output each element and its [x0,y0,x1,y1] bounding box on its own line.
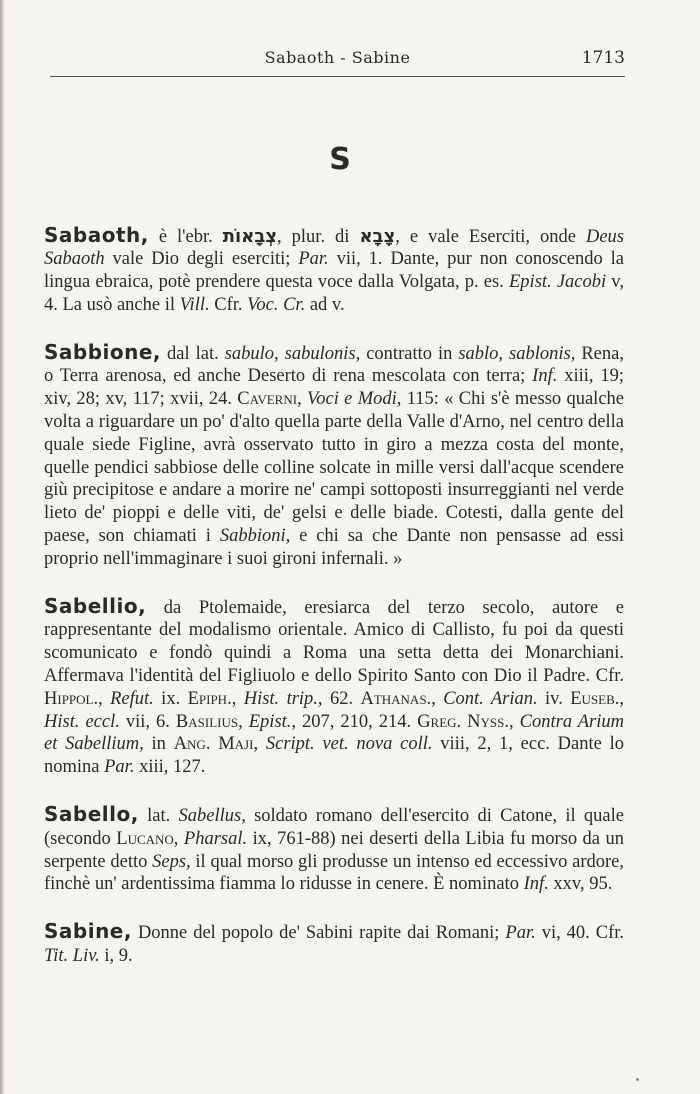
italic-text: Pharsal. [183,828,248,849]
italic-text: Sabbioni, [219,526,291,547]
page-number: 1713 [581,48,625,68]
italic-text: Refut. [110,688,154,709]
italic-text: Voc. Cr. [247,294,306,315]
text: , [431,688,444,709]
text: vii, 1. Dante, pur non conoscendo la lingua ebraica, potè prendere questa voce dalla Volgata, p. es. [44,249,625,293]
italic-text: Script. vet. nova coll. [265,734,433,755]
text: , [619,688,625,709]
hebrew-word: צָבָא [359,225,396,247]
text: è l'ebr. [148,226,223,247]
text: Rena, o Terra arenosa, ed anche Deserto di rena mescolata con terra; [44,343,624,387]
smallcaps-text: Lucano [116,828,174,849]
text: lat. [138,806,179,827]
text: ad v. [305,294,345,315]
entry-sabello [44,803,624,896]
lemma: Sabaoth, [44,222,149,247]
italic-text: Vill. [179,294,210,315]
italic-text: Seps, [152,851,191,872]
italic-text: Par. [104,757,135,778]
italic-text: Tit. Liv. [44,946,100,967]
text: e chi sa che Dante non pensasse ad essi proprio nell'immaginare i suoi gironi infernali. » [44,526,624,569]
text: , [253,734,266,755]
text: xiii, 19; xiv, 28; xv, 117; xvii, 24. [44,366,624,410]
text: contratto in [360,343,459,364]
entry-sabellio [44,595,624,779]
smallcaps-text: Athanas. [360,688,432,709]
italic-text: Inf. [532,366,558,387]
text: , [173,828,184,849]
text: , [238,711,249,732]
text: 207, 210, 214. [296,711,418,732]
italic-text: sabulo, sabulonis, [224,343,361,364]
text: ix, 761-88) nei deserti della Libia fu morso da un serpente detto [44,828,624,872]
running-title: Sabaoth - Sabine [264,48,411,67]
italic-text: Epist. Jacobi [509,272,607,293]
entry-sabine [44,920,624,968]
entry-sabbione [44,341,624,571]
italic-text: Voci e Modi, [307,389,402,410]
section-letter: S [329,142,351,177]
italic-text: sablo, sablonis, [458,343,576,364]
text: xiii, 127. [134,757,206,778]
text: in [143,734,174,755]
smallcaps-text: Epiph. [187,688,232,709]
italic-text: Epist., [248,711,297,732]
paper-speck [636,1078,639,1081]
italic-text: Cont. Arian. [443,688,538,709]
entry-sabaoth [44,224,624,317]
text: , [231,688,244,709]
smallcaps-text: Hippol. [44,688,99,709]
italic-text: Inf. [523,874,549,895]
text: i, 9. [99,946,133,967]
text: iv. [537,688,571,709]
italic-text: Contra Arium et Sabellium, [44,711,625,755]
text: 115: « Chi s'è messo qualche volta a riguardare un po' d'alto quella parte della Valle d'Arno, nel centro della quale siede Figline, avrà osservato tutto in giro a mezza costa del monte, quelle pendici sabbiose delle colline solcate in mille versi dall'acque scendere giù precipitose e andare a morire ne' campi sottoposti insurreggianti nel verde lieto de' pioppi e delle viti, de' gelsi e delle biade. Cotesti, dalla gente del paese, son chiamati i [44,389,624,547]
page-header [50,48,625,72]
italic-text: Par. [298,249,329,270]
italic-text: Hist. trip., [243,688,323,709]
smallcaps-text: Caverni [237,389,298,410]
lemma: Sabine, [44,919,132,944]
text: , e vale Eserciti, onde [395,226,586,247]
text: vale Dio degli eserciti; [104,249,299,270]
text: il qual morso gli produsse un intenso ed eccessivo ardore, finchè un' ardentissima fiamma lo ridusse in cenere. È nominato [44,851,624,895]
text: xxv, 95. [548,874,613,895]
italic-text: Sabellus, [178,806,246,827]
text: dal lat. [161,343,225,364]
lemma: Sabellio, [44,593,147,618]
italic-text: Deus Sabaoth [44,226,624,270]
text: viii, 2, 1, ecc. Dante lo nomina [44,734,625,778]
text: vii, 6. [119,711,176,732]
text: Cfr. [209,294,248,315]
text: vi, 40. Cfr. [535,923,625,944]
hebrew-word: צְבָאוֹת [222,225,278,247]
text: 62. [322,688,361,709]
italic-text: Hist. eccl. [44,711,120,732]
text: ix. [153,688,188,709]
smallcaps-text: Greg. Nyss. [417,711,510,732]
italic-text: Par. [505,923,536,944]
text: soldato romano dell'esercito di Catone, il quale (secondo [44,806,624,849]
text: , [297,389,308,410]
lemma: Sabello, [44,802,139,827]
text: , [509,711,520,732]
text: da Ptolemaide, eresiarca del terzo secolo, autore e rappresentante del modalismo orientale. Amico di Callisto, fu poi da questi scomunicato e fondò quindi a Roma una setta detta dei Monarchiani. Affermava l'identità del Figliuolo e dello Spirito Santo con Dio il Padre. Cfr. [44,597,624,687]
smallcaps-text: Euseb. [570,688,620,709]
text: v, 4. La usò anche il [44,272,624,315]
text: , plur. di [277,226,360,247]
header-rule [50,76,625,77]
smallcaps-text: Basilius [175,711,239,732]
lemma: Sabbione, [44,339,162,364]
smallcaps-text: Ang. Maji [173,734,254,755]
text: , [98,688,111,709]
text: Donne del popolo de' Sabini rapite dai Romani; [131,923,506,944]
entries [44,205,624,992]
